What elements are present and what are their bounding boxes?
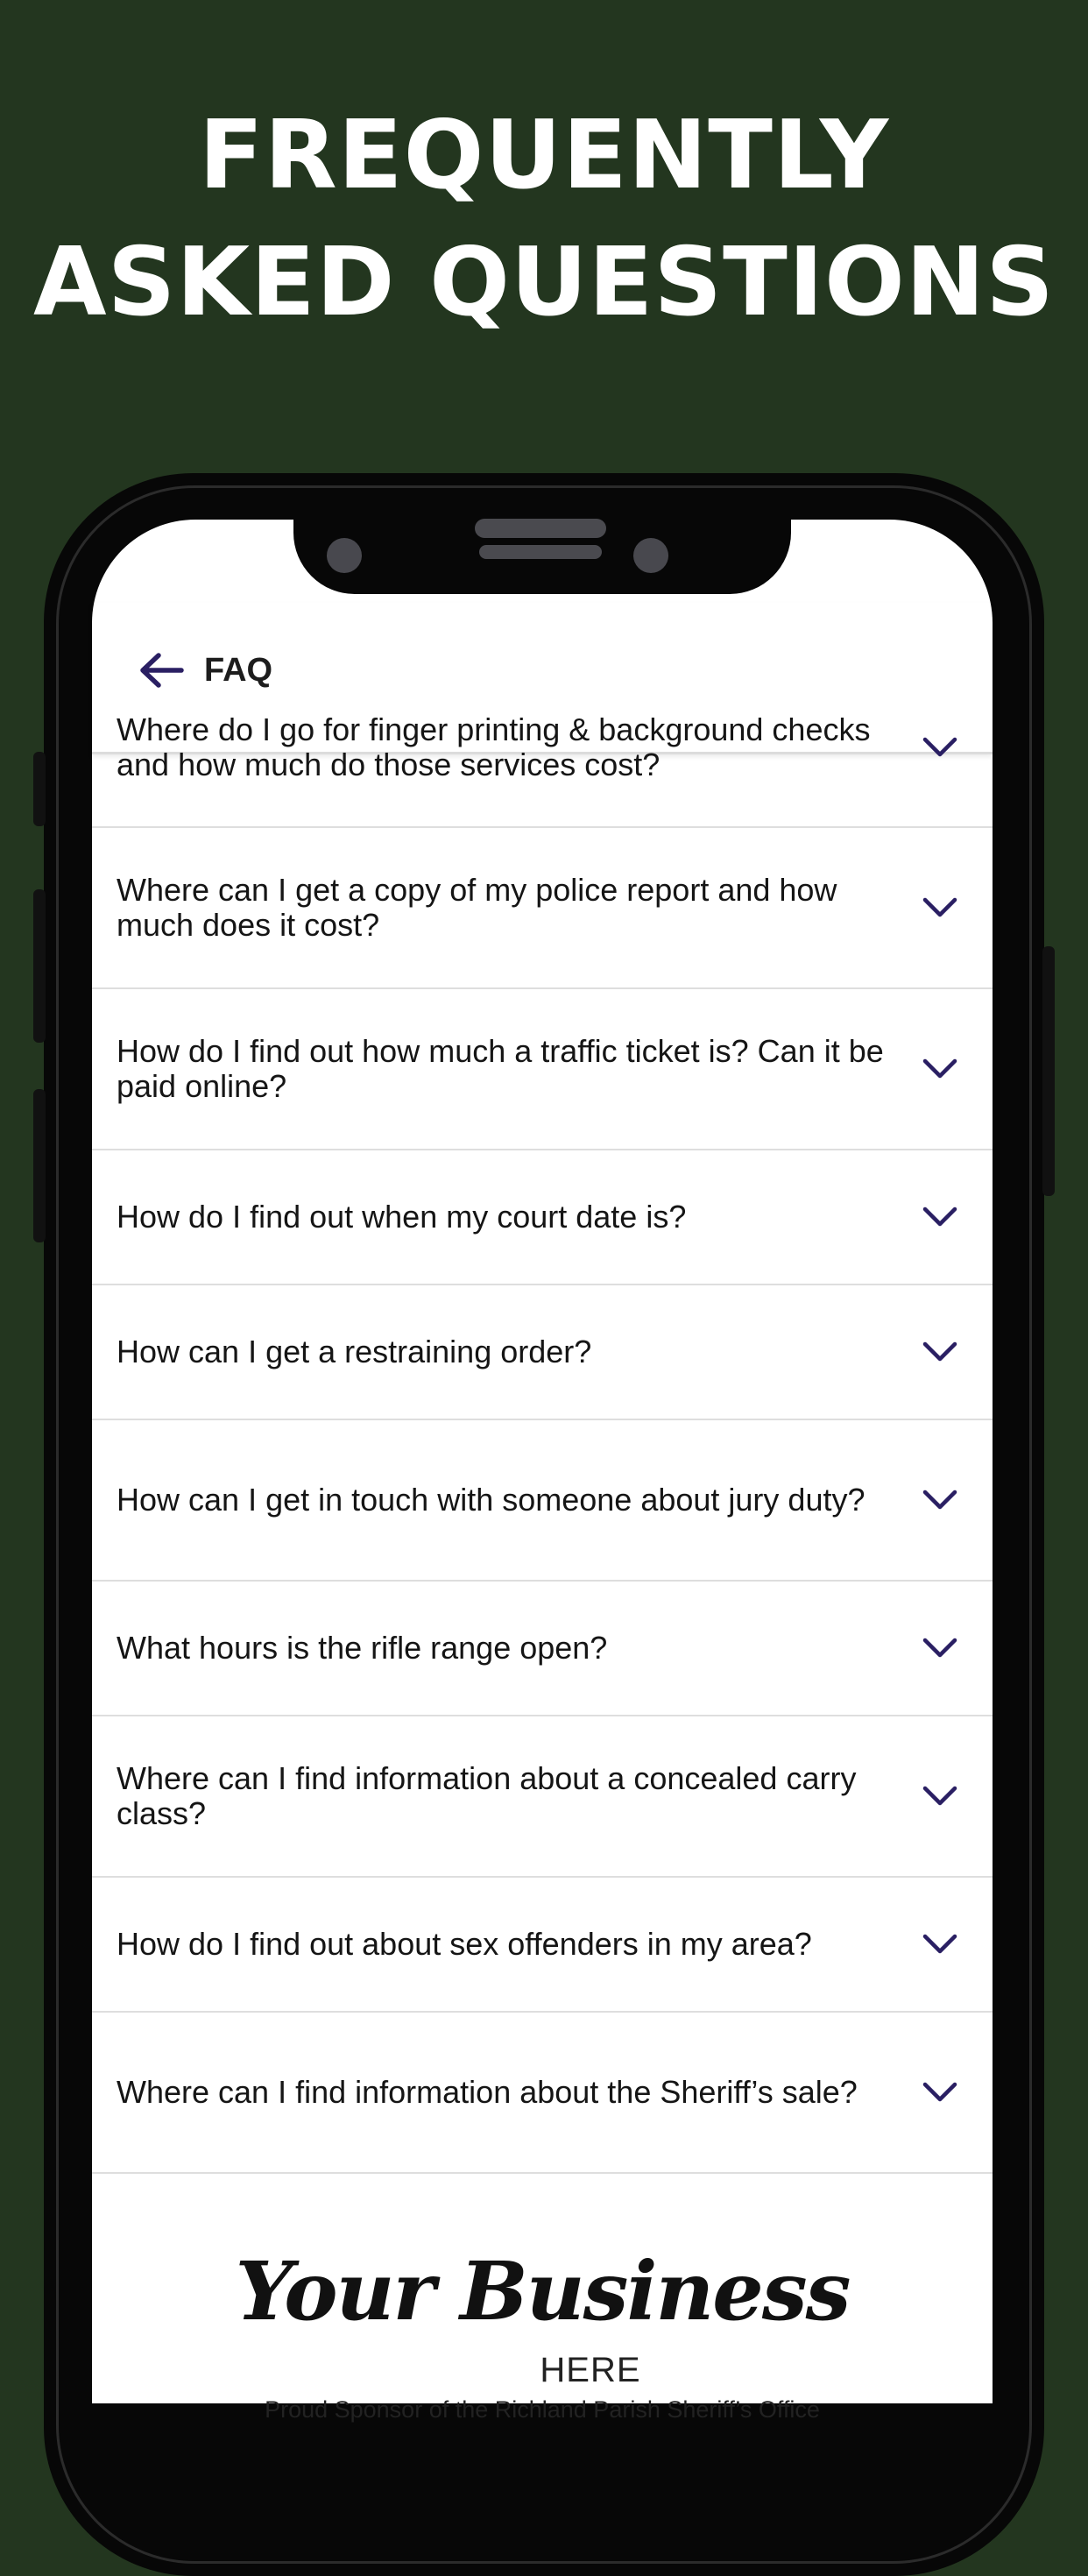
faq-item[interactable] [92,1582,993,1716]
headline-line-1: FREQUENTLY [198,101,890,210]
sponsor-here-text: HERE [540,2351,641,2389]
faq-question: How can I get a restraining order? [117,1334,592,1369]
page-title: FAQ [204,652,273,689]
chevron-down-icon[interactable] [921,735,959,760]
faq-question: How do I find out when my court date is? [117,1199,687,1235]
camera-icon [327,538,362,573]
chevron-down-icon[interactable] [921,1784,959,1808]
chevron-down-icon[interactable] [921,1057,959,1081]
faq-item[interactable] [92,1716,993,1878]
sponsor-caption: Proud Sponsor of the Richland Parish Sheriff’s Office [265,2396,820,2423]
faq-question: How do I find out about sex offenders in my area? [117,1926,812,1962]
chevron-down-icon[interactable] [921,895,959,920]
faq-item[interactable] [92,1420,993,1582]
speaker-grille [475,519,606,538]
chevron-down-icon[interactable] [921,1488,959,1512]
faq-item[interactable] [92,1150,993,1285]
faq-question: How do I find out how much a traffic ticket is? Can it be paid online? [117,1033,884,1104]
phone-side-button [33,752,46,826]
faq-item[interactable] [92,2013,993,2174]
phone-power-button [1042,946,1055,1196]
chevron-down-icon[interactable] [921,1205,959,1229]
headline-line-2: ASKED QUESTIONS [33,228,1055,337]
phone-volume-up-button [33,889,46,1043]
faq-question: How can I get in touch with someone about jury duty? [117,1482,865,1518]
faq-item[interactable] [92,828,993,989]
faq-question: Where do I go for finger printing & background checks and how much do those services cost? [117,711,871,782]
sponsor-banner[interactable] [92,2211,993,2423]
faq-question: Where can I find information about the Sheriff’s sale? [117,2074,858,2110]
phone-notch [293,517,791,594]
chevron-down-icon[interactable] [921,1932,959,1957]
speaker-grille [479,545,602,559]
chevron-down-icon[interactable] [921,1636,959,1660]
faq-item[interactable] [92,669,993,828]
faq-question: What hours is the rifle range open? [117,1630,608,1666]
app-screen [92,520,993,2423]
chevron-down-icon[interactable] [921,1340,959,1364]
faq-item[interactable] [92,1285,993,1420]
phone-volume-down-button [33,1089,46,1242]
faq-list [92,669,993,2174]
faq-question: Where can I get a copy of my police report and how much does it cost? [117,872,837,943]
faq-item[interactable] [92,1878,993,2013]
faq-question: Where can I find information about a concealed carry class? [117,1760,857,1831]
promo-headline [0,92,1088,346]
sponsor-logo-text: Your Business [235,2244,850,2339]
faq-item[interactable] [92,989,993,1150]
chevron-down-icon[interactable] [921,2080,959,2105]
sensor-icon [633,538,668,573]
